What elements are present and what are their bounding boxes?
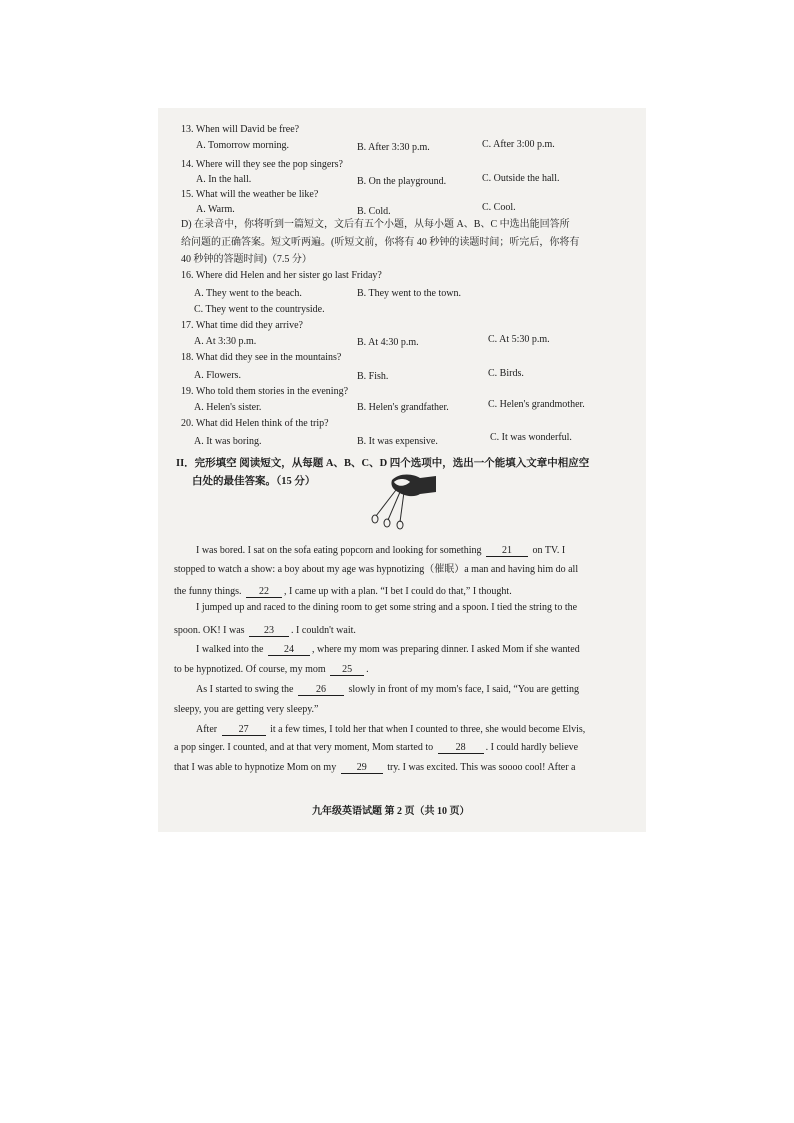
passage-line-3: the funny things. 22 , I came up with a plan. “I bet I could do that,” I thought. — [174, 586, 512, 597]
q19-option-b: B. Helen's grandfather. — [357, 402, 449, 413]
blank-23[interactable]: 23 — [249, 625, 289, 637]
passage-line-12: that I was able to hypnotize Mom on my 29 try. I was excited. This was soooo cool! After a — [174, 762, 576, 773]
q19-option-a: A. Helen's sister. — [194, 402, 262, 413]
q15-option-b: B. Cold. — [357, 206, 391, 217]
passage-line-8: As I started to swing the 26 slowly in front of my mom's face, I said, “You are getting — [196, 684, 579, 695]
q16-option-c: C. They went to the countryside. — [194, 304, 325, 315]
question-19: 19. Who told them stories in the evening? — [181, 386, 349, 397]
q17-option-a: A. At 3:30 p.m. — [194, 336, 257, 347]
passage-line-2: stopped to watch a show: a boy about my age was hypnotizing（催眠）a man and having him do all — [174, 564, 579, 575]
blank-24[interactable]: 24 — [268, 644, 310, 656]
passage-line-7: to be hypnotized. Of course, my mom 25 . — [174, 664, 369, 675]
q14-option-a: A. In the hall. — [196, 174, 252, 185]
section-ii-line-2: 白处的最佳答案。（15 分） — [192, 476, 316, 487]
section-d-line-2: 给问题的正确答案。短文听两遍。(听短文前，你将有 40 秒钟的读题时间；听完后，你将有 — [181, 237, 580, 248]
q13-option-c: C. After 3:00 p.m. — [482, 139, 555, 150]
page-footer: 九年级英语试题 第 2 页（共 10 页） — [312, 806, 470, 817]
q18-option-c: C. Birds. — [488, 368, 524, 379]
passage-line-5: spoon. OK! I was 23 . I couldn't wait. — [174, 625, 356, 636]
passage-line-1: I was bored. I sat on the sofa eating popcorn and looking for something 21 on TV. I — [196, 545, 566, 556]
q20-option-c: C. It was wonderful. — [490, 432, 572, 443]
q17-option-b: B. At 4:30 p.m. — [357, 337, 419, 348]
hand-with-spoon-illustration — [362, 470, 444, 532]
q20-option-a: A. It was boring. — [194, 436, 262, 447]
q17-option-c: C. At 5:30 p.m. — [488, 334, 550, 345]
question-17: 17. What time did they arrive? — [181, 320, 303, 331]
q19-option-c: C. Helen's grandmother. — [488, 399, 585, 410]
question-20: 20. What did Helen think of the trip? — [181, 418, 329, 429]
blank-22[interactable]: 22 — [246, 586, 282, 598]
passage-line-6: I walked into the 24 , where my mom was preparing dinner. I asked Mom if she wanted — [196, 644, 580, 655]
q15-option-c: C. Cool. — [482, 202, 516, 213]
passage-line-4: I jumped up and raced to the dining room to get some string and a spoon. I tied the string to the — [196, 602, 578, 613]
q14-option-b: B. On the playground. — [357, 176, 447, 187]
question-15: 15. What will the weather be like? — [181, 189, 319, 200]
q20-option-b: B. It was expensive. — [357, 436, 438, 447]
section-d-line-1: D) 在录音中，你将听到一篇短文，文后有五个小题，从每小题 A、B、C 中选出能回答所 — [181, 219, 570, 230]
q13-option-a: A. Tomorrow morning. — [196, 140, 289, 151]
q18-option-a: A. Flowers. — [194, 370, 241, 381]
blank-21[interactable]: 21 — [486, 545, 528, 557]
blank-28[interactable]: 28 — [438, 742, 484, 754]
passage-line-11: a pop singer. I counted, and at that very moment, Mom started to 28 . I could hardly believe — [174, 742, 579, 753]
q18-option-b: B. Fish. — [357, 371, 389, 382]
passage-line-10: After 27 it a few times, I told her that when I counted to three, she would become Elvis, — [196, 724, 586, 735]
blank-29[interactable]: 29 — [341, 762, 383, 774]
blank-26[interactable]: 26 — [298, 684, 344, 696]
question-16: 16. Where did Helen and her sister go last Friday? — [181, 270, 382, 281]
q15-option-a: A. Warm. — [196, 204, 235, 215]
q13-option-b: B. After 3:30 p.m. — [357, 142, 430, 153]
q16-option-a: A. They went to the beach. — [194, 288, 302, 299]
passage-line-9: sleepy, you are getting very sleepy.” — [174, 704, 319, 715]
section-ii-line-1: II．完形填空 阅读短文，从每题 A、B、C、D 四个选项中，选出一个能填入文章中相应空 — [176, 458, 590, 469]
q16-option-b: B. They went to the town. — [357, 288, 461, 299]
question-14: 14. Where will they see the pop singers? — [181, 159, 343, 170]
blank-25[interactable]: 25 — [330, 664, 364, 676]
blank-27[interactable]: 27 — [222, 724, 266, 736]
question-13: 13. When will David be free? — [181, 124, 300, 135]
section-d-line-3: 40 秒钟的答题时间)（7.5 分） — [181, 254, 312, 265]
question-18: 18. What did they see in the mountains? — [181, 352, 342, 363]
q14-option-c: C. Outside the hall. — [482, 173, 560, 184]
